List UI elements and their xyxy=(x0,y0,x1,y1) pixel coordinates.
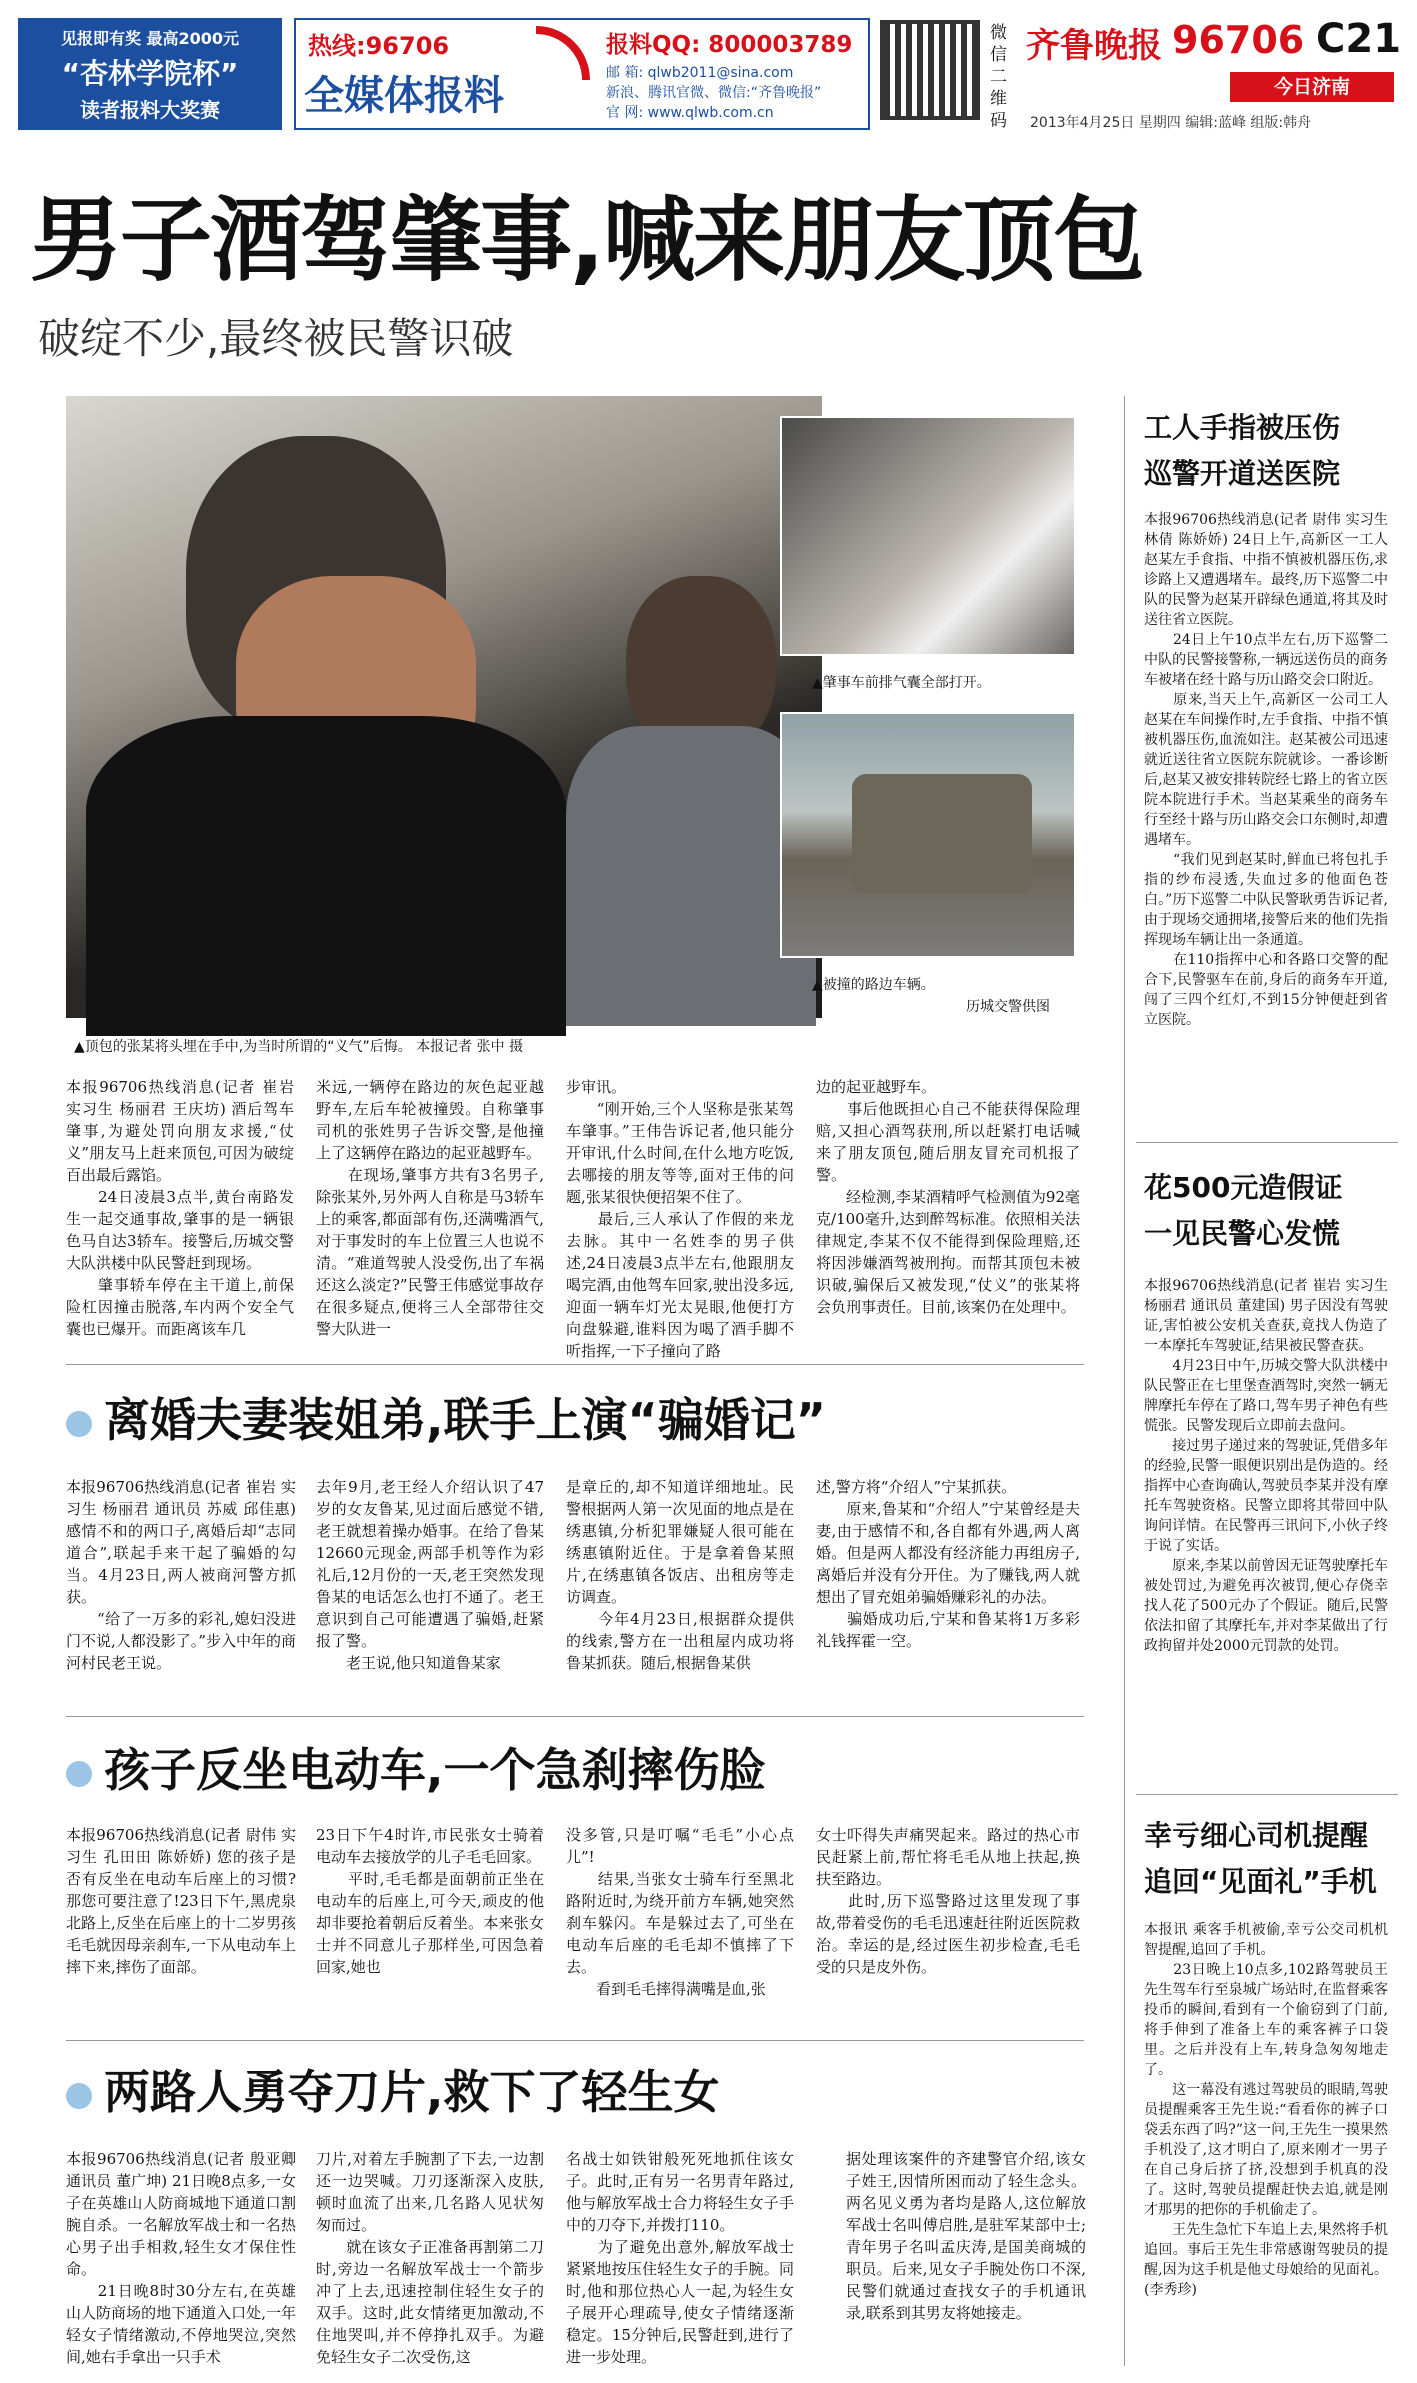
paper-phone: 96706 xyxy=(1172,18,1305,62)
story2-column-2: 去年9月,老王经人介绍认识了47岁的女友鲁某,见过面后感觉不错,老王就想着操办婚事。在给了鲁某12660元现金,两部手机等作为彩礼后,12月份的一天,老王突然发现鲁某的电话怎么也打不通了。老王意识到自己可能遭遇了骗婚,赶紧报了警。 老王说,他只知道鲁某家 xyxy=(316,1478,544,1672)
divider xyxy=(66,1716,1084,1717)
story2-title-text: 离婚夫妻装姐弟,联手上演“骗婚记” xyxy=(104,1393,826,1447)
section-bullet-icon xyxy=(66,2083,92,2109)
divider xyxy=(66,1364,1084,1365)
sidebar-story3-text: 本报讯 乘客手机被偷,幸亏公交司机机智提醒,追回了手机。 23日晚上10点多,102路驾驶员王先生驾车行至泉城广场站时,在监督乘客投币的瞬间,看到有一个偷窃到了门前,将手伸到了准备上车的乘客裤子口袋里。之后并没有上车,转身急匆匆地走了。 这一幕没有逃过驾驶员的眼睛,驾驶员提醒乘客王先生说:“看看你的裤子口袋丢东西了吗?”这一问,王先生一摸果然手机没了,这才明白了,原来刚才一男子在自己身后挤了挤,没想到手机真的没了。这时,驾驶员提醒赶快去追,就是刚才那男的把你的手机偷走了。 王先生急忙下车追上去,果然将手机追回。事后王先生非常感谢驾驶员的提醒,因为这手机是他丈母娘给的见面礼。 (李秀珍) xyxy=(1144,1922,1388,2298)
main-column-3: 步审讯。 “刚开始,三个人坚称是张某驾车肇事。”王伟告诉记者,他只能分开审讯,什么时间,在什么地方吃饭,去哪接的朋友等等,面对王伟的问题,张某很快便招架不住了。 最后,三人承认了作假的来龙去脉。其中一名姓李的男子供述,24日凌晨3点半左右,他跟朋友喝完酒,由他驾车回家,驶出没多远,迎面一辆车灯光太晃眼,他便打方向盘躲避,谁料因为喝了酒手脚不听指挥,一下子撞向了路 xyxy=(566,1078,794,1360)
page-subhead: 破绽不少,最终被民警识破 xyxy=(38,314,514,363)
story4-column-2: 刀片,对着左手腕割了下去,一边割还一边哭喊。刀刃逐渐深入皮肤,顿时血流了出来,几名路人见状匆匆而过。 就在该女子正准备再割第二刀时,旁边一名解放军战士一个箭步冲了上去,迅速控制住轻生女子的双手。这时,此女情绪更加激动,不住地哭叫,并不停挣扎双手。为避免轻生女子二次受伤,这 xyxy=(316,2150,544,2366)
sidebar-story3-title-2: 追回“见面礼”手机 xyxy=(1144,1865,1377,1898)
divider xyxy=(1136,1794,1398,1795)
story2-title xyxy=(66,1384,1084,1450)
sidebar-story1-title-1: 工人手指被压伤 xyxy=(1144,411,1341,444)
sidebar-divider xyxy=(1124,396,1125,2366)
story3-column-1: 本报96706热线消息(记者 尉伟 实习生 孔田田 陈娇娇) 您的孩子是否有反坐在电动车后座上的习惯?那您可要注意了!23日下午,黑虎泉北路上,反坐在后座上的十二岁男孩毛毛就因母亲刹车,一下从电动车上摔下来,摔伤了面部。 xyxy=(66,1826,296,1976)
story3-title-text: 孩子反坐电动车,一个急刹摔伤脸 xyxy=(104,1743,766,1797)
story4-column-1: 本报96706热线消息(记者 殷亚卿 通讯员 董广坤) 21日晚8点多,一女子在英雄山人防商城地下通道口割腕自杀。一名解放军战士和一名热心男子出手相救,轻生女才保住性命。 21日晚8时30分左右,在英雄山人防商场的地下通道入口处,一年轻女子情绪激动,不停地哭泣,突然间,她右手拿出一只手术 xyxy=(66,2150,296,2366)
promo-box xyxy=(18,18,282,130)
section-bullet-icon xyxy=(66,1411,92,1437)
story3-column-4: 女士吓得失声痛哭起来。路过的热心市民赶紧上前,帮忙将毛毛从地上扶起,换扶至路边。 此时,历下巡警路过这里发现了事故,带着受伤的毛毛迅速赶往附近医院救治。幸运的是,经过医生初步检查,毛毛受的只是皮外伤。 xyxy=(816,1826,1080,1976)
airbag-photo-caption: ▲肇事车前排气囊全部打开。 xyxy=(812,675,991,691)
email-line: 邮 箱: qlwb2011@sina.com xyxy=(606,65,794,81)
section-badge xyxy=(1230,72,1394,102)
page-number: C21 xyxy=(1316,16,1402,62)
story4-column-4: 据处理该案件的齐建警官介绍,该女子姓王,因情所困而动了轻生念头。两名见义勇为者均是路人,这位解放军战士名叫傅启胜,是驻军某部中士;青年男子名叫孟庆涛,是国美商城的职员。后来,见女子手腕处伤口不深,民警们就通过查找女子的手机通讯录,联系到其男友将她接走。 xyxy=(846,2150,1086,2322)
hotline-label: 热线:96706 xyxy=(308,32,450,60)
car-photo-caption: ▲被撞的路边车辆。 xyxy=(812,977,935,993)
main-photo-caption: ▲顶包的张某将头埋在手中,为当时所谓的“义气”后悔。 本报记者 张中 摄 xyxy=(74,1039,524,1055)
car-photo-credit: 历城交警供图 xyxy=(966,999,1050,1015)
sidebar-story1-text: 本报96706热线消息(记者 尉伟 实习生 林倩 陈娇娇) 24日上午,高新区一工人赵某左手食指、中指不慎被机器压伤,求诊路上又遭遇堵车。最终,历下巡警二中队的民警为赵某开辟绿色通道,将其及时送往省立医院。 24日上午10点半左右,历下巡警二中队的民警接警称,一辆远送伤员的商务车被堵在经十路与历山路交会口附近。 原来,当天上午,高新区一公司工人赵某在车间操作时,左手食指、中指不慎被机器压伤,血流如注。赵某被公司迅速就近送往省立医院东院就诊。一番诊断后,赵某又被安排转院经七路上的省立医院本院进行手术。当赵某乘坐的商务车行至经十路与历山路交会口东侧时,却遭遇堵车。 “我们见到赵某时,鲜血已将包扎手指的纱布浸透,失血过多的他面色苍白。”历下巡警二中队民警耿勇告诉记者,由于现场交通拥堵,接警后来的他们先指挥现场车辆让出一条通道。 在110指挥中心和各路口交警的配合下,民警驱车在前,身后的商务车开道,闯了三四个红灯,不到15分钟便赶到省立医院。 xyxy=(1144,512,1388,1028)
main-column-1: 本报96706热线消息(记者 崔岩 实习生 杨丽君 王庆坊) 酒后驾车肇事,为避处罚向朋友求援,“仗义”朋友马上赶来顶包,可因为破绽百出最后露馅。 24日凌晨3点半,黄台南路发生一起交通事故,肇事的是一辆银色马自达3轿车。接警后,历城交警大队洪楼中队民警赶到现场。 肇事轿车停在主干道上,前保险杠因撞击脱落,车内两个安全气囊也已爆开。而距离该车几 xyxy=(66,1078,294,1338)
paper-name: 齐鲁晚报 xyxy=(1026,26,1162,66)
sidebar-story2-text: 本报96706热线消息(记者 崔岩 实习生 杨丽君 通讯员 董建国) 男子因没有驾驶证,害怕被公安机关查获,竟找人伪造了一本摩托车驾驶证,结果被民警查获。 4月23日中午,历城交警大队洪楼中队民警正在七里堡查酒驾时,突然一辆无牌摩托车停在了路口,驾车男子神色有些慌张。民警发现后立即前去盘问。 接过男子递过来的驾驶证,凭借多年的经验,民警一眼便识别出是伪造的。经指挥中心查询确认,驾驶员李某并没有摩托车驾驶资格。民警立即将其带回中队询问详情。在民警再三讯问下,小伙子终于说了实话。 原来,李某以前曾因无证驾驶摩托车被处罚过,为避免再次被罚,便心存侥幸找人花了500元办了个假证。随后,民警依法扣留了其摩托车,并对李某做出了行政拘留并处2000元罚款的处罚。 xyxy=(1144,1278,1388,1654)
promo-title: “杏林学院杯” xyxy=(61,57,239,90)
section-name: 今日济南 xyxy=(1273,76,1350,98)
date-line: 2013年4月25日 星期四 编辑:蓝峰 组版:韩舟 xyxy=(1030,115,1312,131)
story2-column-1: 本报96706热线消息(记者 崔岩 实习生 杨丽君 通讯员 苏威 邱佳惠) 感情不和的两口子,离婚后却“志同道合”,联起手来干起了骗婚的勾当。4月23日,两人被商河警方抓获。 “给了一万多的彩礼,媳妇没进门不说,人都没影了。”步入中年的商河村民老王说。 xyxy=(66,1478,296,1672)
sidebar-story2-title-1: 花500元造假证 xyxy=(1144,1171,1343,1204)
hotline-box xyxy=(294,18,870,130)
divider xyxy=(1136,1142,1398,1143)
signal-icon xyxy=(536,26,590,80)
story4-column-3: 名战士如铁钳般死死地抓住该女子。此时,正有另一名男青年路过,他与解放军战士合力将轻生女子手中的刀夺下,并拨打110。 为了避免出意外,解放军战士紧紧地按压住轻生女子的手腕。同时,他和那位热心人一起,为轻生女子展开心理疏导,使女子情绪逐渐稳定。15分钟后,民警赶到,进行了进一步处理。 xyxy=(566,2150,794,2366)
main-column-2: 米远,一辆停在路边的灰色起亚越野车,左后车轮被撞毁。自称肇事司机的张姓男子告诉交警,是他撞上了这辆停在路边的起亚越野车。 在现场,肇事方共有3名男子,除张某外,另外两人自称是马3轿车上的乘客,都面部有伤,还满嘴酒气,对于事发时的车上位置三人也说不清。“难道驾驶人没受伤,出了车祸还这么淡定?”民警王伟感觉事故存在很多疑点,便将三人全部带往交警大队进一 xyxy=(316,1078,544,1338)
airbag-photo xyxy=(780,416,1076,656)
qr-code xyxy=(880,20,980,120)
sidebar-story3-title-1: 幸亏细心司机提醒 xyxy=(1144,1819,1369,1852)
main-column-4: 边的起亚越野车。 事后他既担心自己不能获得保险理赔,又担心酒驾获刑,所以赶紧打电话喊来了朋友顶包,随后朋友冒充司机报了警。 经检测,李某酒精呼气检测值为92毫克/100毫升,达到醉驾标准。依照相关法律规定,李某不仅不能得到保险理赔,还将因涉嫌酒驾被刑拘。而帮其顶包未被识破,骗保后又被发现,“仗义”的张某将会负刑事责任。目前,该案仍在处理中。 xyxy=(816,1078,1080,1316)
second-person-body xyxy=(566,726,816,1026)
promo-top-text: 见报即有奖 最高2000元 xyxy=(60,29,240,48)
divider xyxy=(66,2040,1084,2041)
qr-label: 微信二维码 xyxy=(990,23,1007,131)
page-headline: 男子酒驾肇事,喊来朋友顶包 xyxy=(30,187,1143,294)
website-line: 官 网: www.qlwb.com.cn xyxy=(606,105,774,121)
promo-subtitle: 读者报料大奖赛 xyxy=(80,98,220,122)
story4-title xyxy=(66,2056,1084,2122)
sidebar-story2-title-2: 一见民警心发慌 xyxy=(1144,1217,1341,1250)
story3-title xyxy=(66,1734,1084,1800)
sidebar-story1-title-2: 巡警开道送医院 xyxy=(1144,457,1341,490)
story3-column-2: 23日下午4时许,市民张女士骑着电动车去接放学的儿子毛毛回家。 平时,毛毛都是面朝前正坐在电动车的后座上,可今天,顽皮的他却非要抢着朝后反着坐。本来张女士并不同意儿子那样坐,可因急着回家,她也 xyxy=(316,1826,544,1976)
person-body xyxy=(86,716,566,1036)
weibo-line: 新浪、腾讯官微、微信:“齐鲁晚报” xyxy=(606,85,822,101)
main-photo xyxy=(66,396,822,1018)
story2-column-4: 述,警方将“介绍人”宁某抓获。 原来,鲁某和“介绍人”宁某曾经是夫妻,由于感情不和,各自都有外遇,两人离婚。但是两人都没有经济能力再组房子,离婚后并没有分开住。为了赚钱,两人就想出了冒充姐弟骗婚赚彩礼的办法。 骗婚成功后,宁某和鲁某将1万多彩礼钱挥霍一空。 xyxy=(816,1478,1080,1650)
story3-column-3: 没多管,只是叮嘱“毛毛”小心点儿”! 结果,当张女士骑车行至黑北路附近时,为绕开前方车辆,她突然刹车躲闪。车是躲过去了,可坐在电动车后座的毛毛却不慎摔了下去。 看到毛毛摔得满嘴是血,张 xyxy=(566,1826,794,1998)
story2-column-3: 是章丘的,却不知道详细地址。民警根据两人第一次见面的地点是在绣惠镇,分析犯罪嫌疑人很可能在绣惠镇附近住。于是拿着鲁某照片,在绣惠镇各饭店、出租房等走访调查。 今年4月23日,根据群众提供的线索,警方在一出租屋内成功将鲁某抓获。随后,根据鲁某供 xyxy=(566,1478,794,1672)
qq-label: 报料QQ: 800003789 xyxy=(606,32,853,58)
story4-title-text: 两路人勇夺刀片,救下了轻生女 xyxy=(104,2065,720,2119)
car-photo xyxy=(780,712,1076,958)
media-report-label: 全媒体报料 xyxy=(304,73,504,119)
section-bullet-icon xyxy=(66,1761,92,1787)
damaged-car xyxy=(852,774,1032,894)
